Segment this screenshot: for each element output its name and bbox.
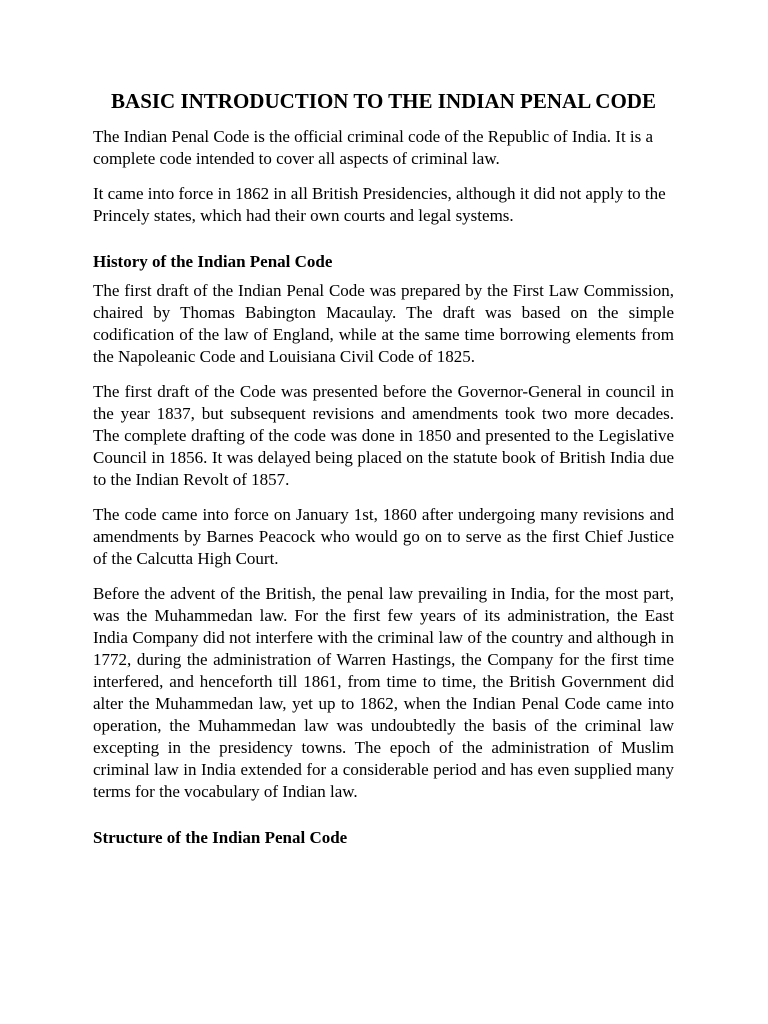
history-paragraph: The first draft of the Code was presented before the Governor-General in council in the year 1837, but subsequent revisions and amendments took two more decades. The complete drafting of the code was done in 1850 and presented to the Legislative Council in 1856. It was delayed being placed on the statute book of British India due to the Indian Revolt of 1857. — [93, 382, 674, 489]
section-heading-structure: Structure of the Indian Penal Code — [93, 828, 348, 847]
history-paragraph: Before the advent of the British, the penal law prevailing in India, for the most part, was the Muhammedan law. For the first few years of its administration, the East India Company did not interfere with the criminal law of the country and although in 1772, during the administration of Warren Hastings, the Company for the first time interfered, and henceforth till 1861, from time to time, the British Government did alter the Muhammedan law, yet up to 1862, when the Indian Penal Code came into operation, the Muhammedan law was undoubtedly the basis of the criminal law excepting in the presidency towns. The epoch of the administration of Muslim criminal law in India extended for a considerable period and has even supplied many terms for the vocabulary of Indian law. — [93, 584, 674, 801]
document-page — [93, 88, 674, 856]
history-paragraph: The first draft of the Indian Penal Code was prepared by the First Law Commission, chaired by Thomas Babington Macaulay. The draft was based on the simple codification of the law of England, while at the same time borrowing elements from the Napoleanic Code and Louisiana Civil Code of 1825. — [93, 281, 674, 366]
intro-paragraph: The Indian Penal Code is the official criminal code of the Republic of India. It is a complete code intended to cover all aspects of criminal law. — [93, 127, 654, 168]
document-title: BASIC INTRODUCTION TO THE INDIAN PENAL CODE — [111, 89, 656, 113]
intro-paragraph: It came into force in 1862 in all British Presidencies, although it did not apply to the Princely states, which had their own courts and legal systems. — [93, 184, 666, 225]
history-paragraph: The code came into force on January 1st, 1860 after undergoing many revisions and amendments by Barnes Peacock who would go on to serve as the first Chief Justice of the Calcutta High Court. — [93, 505, 674, 568]
section-heading-history: History of the Indian Penal Code — [93, 252, 333, 271]
